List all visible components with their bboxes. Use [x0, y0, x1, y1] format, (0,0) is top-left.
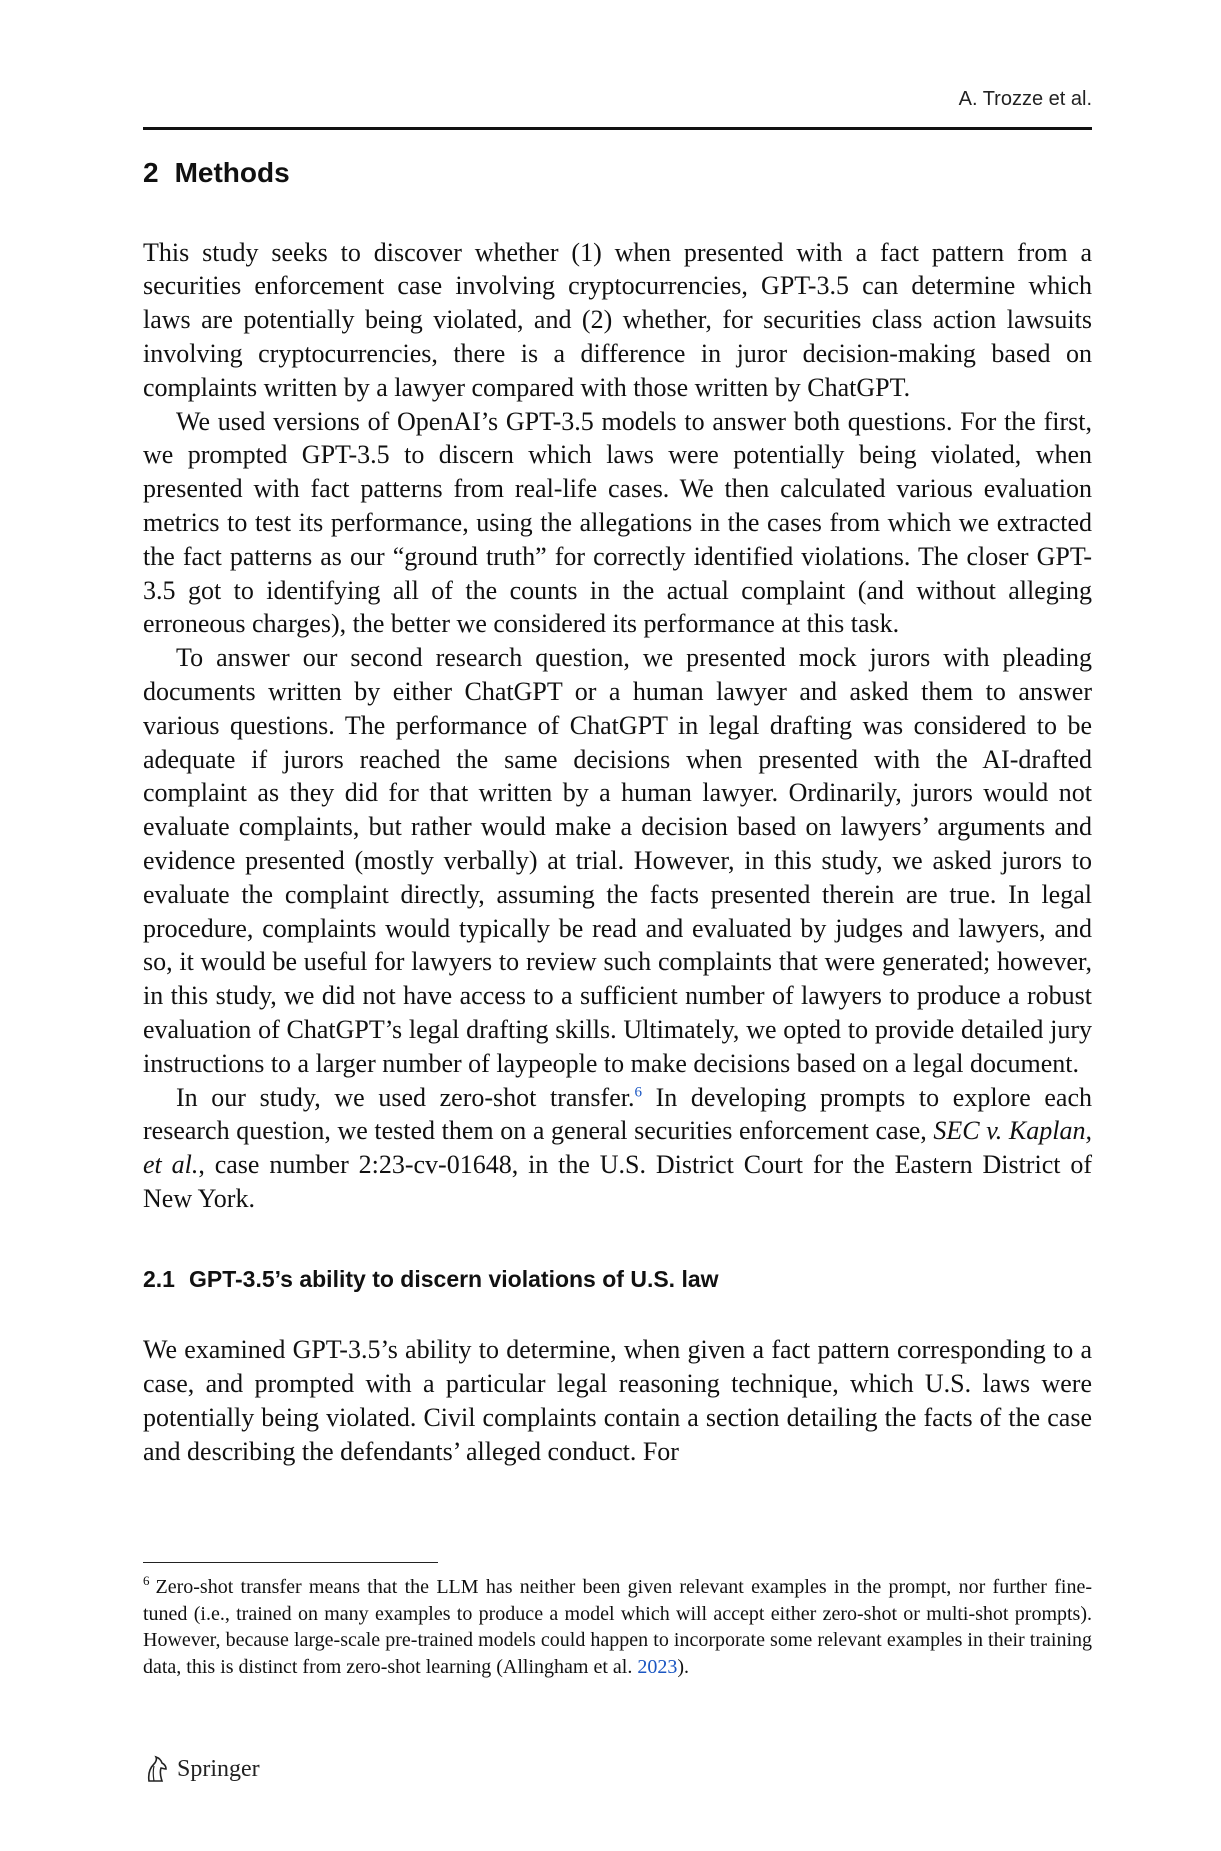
- footnote-text: Zero-shot transfer means that the LLM has neither been given relevant examples in the prompt, nor further fine-tuned (i.e., trained on many examples to produce a model which will accept either zero-shot or multi-shot prompts). However, because large-scale pre-trained models could happen to incorporate some relevant examples in their training data, this is distinct from zero-shot learning (Allingham et al.: [143, 1576, 1092, 1678]
- subsection-title: GPT-3.5’s ability to discern violations of U.S. law: [188, 1265, 719, 1292]
- paragraph-4: [143, 1081, 1092, 1216]
- running-head: A. Trozze et al.: [958, 88, 1092, 110]
- header-rule: [143, 127, 1092, 130]
- section-title: Methods: [174, 157, 290, 188]
- paragraph-4-start: In our study, we used zero-shot transfer.: [176, 1082, 635, 1112]
- subsection-number: 2.1: [143, 1265, 175, 1292]
- paragraph-2: We used versions of OpenAI’s GPT-3.5 models to answer both questions. For the first, we prompted GPT-3.5 to discern which laws were potentially being violated, when presented with fact patterns from real-life cases. We then calculated various evaluation metrics to test its performance, using the allegations in the cases from which we extracted the fact patterns as our “ground truth” for correctly identified violations. The closer GPT-3.5 got to identifying all of the counts in the actual complaint (and without alleging erroneous charges), the better we considered its performance at this task.: [143, 406, 1092, 639]
- footnote-reference-6[interactable]: 6: [634, 1083, 642, 1100]
- subsection-heading: [143, 1266, 1092, 1294]
- citation-link[interactable]: 2023: [637, 1655, 678, 1678]
- publisher-name: Springer: [177, 1755, 260, 1782]
- publisher-footer: [143, 1754, 260, 1784]
- paragraph-4-middle: In developing prompts to explore each research question, we tested them on a general securities enforcement case,: [143, 1082, 1092, 1146]
- footnote-6: [143, 1574, 1092, 1680]
- footnote-number: 6: [143, 1573, 150, 1589]
- paragraph-1: This study seeks to discover whether (1) when presented with a fact pattern from a securities enforcement case involving cryptocurrencies, GPT-3.5 can determine which laws are potentially being violated, and (2) whether, for securities class action lawsuits involving cryptocurrencies, there is a difference in juror decision-making based on complaints written by a lawyer compared with those written by ChatGPT.: [143, 237, 1092, 402]
- page-body: [143, 150, 1092, 1468]
- section-heading: [143, 156, 1092, 190]
- paragraph-4-end: , case number 2:23-cv-01648, in the U.S. District Court for the Eastern District of New York.: [143, 1150, 1092, 1213]
- subsection-paragraph: We examined GPT-3.5’s ability to determine, when given a fact pattern corresponding to a case, and prompted with a particular legal reasoning technique, which U.S. laws were potentially being violated. Civil complaints contain a section detailing the facts of the case and describing the defendants’ alleged conduct. For: [143, 1335, 1092, 1466]
- case-name: SEC v. Kaplan, et al.: [143, 1116, 1092, 1180]
- paragraph-3: To answer our second research question, we presented mock jurors with pleading documents written by either ChatGPT or a human lawyer and asked them to answer various questions. The performance of ChatGPT in legal drafting was considered to be adequate if jurors reached the same decisions when presented with the AI-drafted complaint as they did for that written by a human lawyer. Ordinarily, jurors would not evaluate complaints, but rather would make a decision based on lawyers’ arguments and evidence presented (mostly verbally) at trial. However, in this study, we asked jurors to evaluate the complaint directly, assuming the facts presented therein are true. In legal procedure, complaints would typically be read and evaluated by judges and lawyers, and so, it would be useful for lawyers to review such complaints that were generated; however, in this study, we did not have access to a sufficient number of lawyers to produce a robust evaluation of ChatGPT’s legal drafting skills. Ultimately, we opted to provide detailed jury instructions to a larger number of laypeople to make decisions based on a legal document.: [143, 643, 1092, 1078]
- springer-horse-icon: [143, 1754, 171, 1784]
- footnote-rule: [143, 1562, 438, 1563]
- section-number: 2: [143, 157, 159, 188]
- footnote-text-end: ).: [677, 1655, 689, 1678]
